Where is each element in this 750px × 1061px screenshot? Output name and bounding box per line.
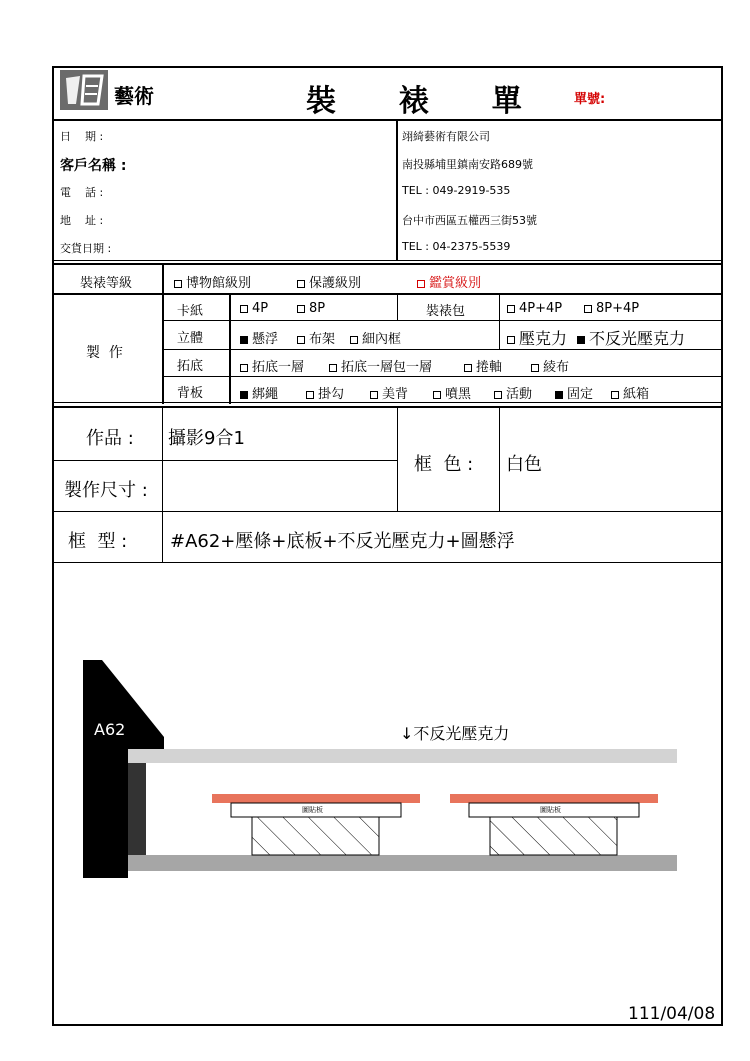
option-label: 拓底一層包一層 xyxy=(341,360,433,375)
option-label: 8P xyxy=(309,301,326,316)
option-label: 噴黑 xyxy=(445,387,472,402)
date-label: 日 期 : xyxy=(60,130,104,143)
bag-label: 裝裱包 xyxy=(426,304,466,319)
delivery-date-label: 交貨日期 : xyxy=(60,242,112,255)
artwork-right xyxy=(450,794,658,803)
acrylic-annotation: ↓不反光壓克力 xyxy=(400,724,510,743)
card-label: 卡紙 xyxy=(177,304,204,319)
option-label: 保護級別 xyxy=(309,276,362,291)
footer-date: 111/04/08 xyxy=(628,1004,716,1024)
company-name: 翊綺藝術有限公司 xyxy=(402,130,490,143)
option-label: 拓底一層 xyxy=(252,360,305,375)
customer-name-label: 客戶名稱 : xyxy=(60,158,127,174)
company-phone-1: TEL : 049-2919-535 xyxy=(402,184,511,197)
option-label: 綁繩 xyxy=(252,387,279,402)
option-label: 布架 xyxy=(309,332,336,347)
grade-label: 裝裱等級 xyxy=(80,276,133,291)
mount-board-label-left: 圖貼板 xyxy=(302,806,323,814)
base-label: 拓底 xyxy=(177,359,204,374)
phone-label: 電 話 : xyxy=(60,186,104,199)
option-label: 懸浮 xyxy=(252,332,279,347)
spacer-strip xyxy=(128,763,146,855)
back-label: 背板 xyxy=(177,386,204,401)
production-label: 製 作 xyxy=(86,345,123,361)
mount-board-label-right: 圖貼板 xyxy=(540,806,561,814)
order-number-label: 單號: xyxy=(574,92,606,107)
acrylic-layer xyxy=(128,749,677,763)
page-title: 裝 裱 單 xyxy=(306,84,536,119)
address-label: 地 址 : xyxy=(60,214,104,227)
option-label: 美背 xyxy=(382,387,409,402)
support-block-left xyxy=(252,817,379,855)
work-label: 作品 : xyxy=(86,428,134,449)
size-label: 製作尺寸 : xyxy=(64,480,148,501)
option-label: 綾布 xyxy=(543,360,570,375)
solid-label: 立體 xyxy=(177,331,204,346)
option-label: 紙箱 xyxy=(623,387,650,402)
frame-profile xyxy=(83,660,164,878)
option-label: 8P+4P xyxy=(596,301,640,316)
option-label: 4P+4P xyxy=(519,301,563,316)
option-label: 固定 xyxy=(567,387,594,402)
logo-text: 藝術 xyxy=(114,84,154,108)
company-address-1: 南投縣埔里鎮南安路689號 xyxy=(402,158,533,171)
work-value: 攝影9合1 xyxy=(168,428,245,449)
frame-type-value: #A62+壓條+底板+不反光壓克力+圖懸浮 xyxy=(170,531,515,552)
profile-label: A62 xyxy=(94,720,126,739)
option-label: 活動 xyxy=(506,387,533,402)
option-label: 博物館級別 xyxy=(186,276,252,291)
option-label: 不反光壓克力 xyxy=(589,329,686,348)
company-address-2: 台中市西區五權西三街53號 xyxy=(402,214,537,227)
option-label: 細內框 xyxy=(362,332,402,347)
support-block-right xyxy=(490,817,617,855)
option-label: 壓克力 xyxy=(519,329,568,348)
option-label: 鑑賞級別 xyxy=(429,276,482,291)
company-phone-2: TEL : 04-2375-5539 xyxy=(402,240,511,253)
artwork-left xyxy=(212,794,420,803)
frame-color-value: 白色 xyxy=(506,454,542,475)
frame-type-label: 框 型 : xyxy=(68,531,128,552)
option-label: 捲軸 xyxy=(476,360,503,375)
frame-color-label: 框 色 : xyxy=(414,454,474,475)
option-label: 掛勾 xyxy=(318,387,345,402)
option-label: 4P xyxy=(252,301,269,316)
backboard-layer xyxy=(128,855,677,871)
